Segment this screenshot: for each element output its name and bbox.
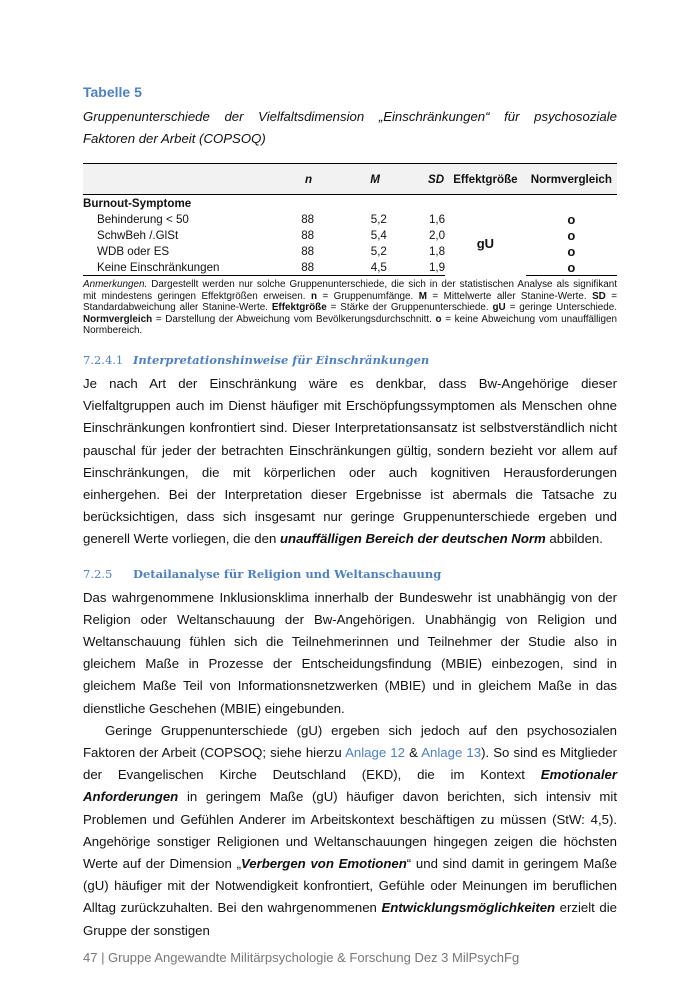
results-table bbox=[83, 163, 617, 276]
table-row bbox=[83, 211, 617, 227]
header-m: M bbox=[314, 164, 387, 195]
notes-text: = Darstellung der Abweichung vom Bevölkerungsdurchschnitt. bbox=[152, 313, 436, 325]
row-m: 5,4 bbox=[370, 228, 387, 242]
row-m: 5,2 bbox=[370, 244, 387, 258]
section-heading-7-2-4-1 bbox=[83, 353, 617, 367]
notes-key-gu: gU bbox=[492, 302, 506, 314]
notes-key-sd: SD bbox=[592, 290, 606, 302]
row-m: 5,2 bbox=[370, 212, 387, 226]
emphasis-text: Entwicklungsmöglichkeiten bbox=[381, 900, 556, 916]
notes-key-o: o bbox=[435, 313, 442, 325]
row-n: 88 bbox=[301, 212, 315, 226]
row-sd: 1,9 bbox=[387, 259, 445, 276]
row-n: 88 bbox=[301, 228, 315, 242]
link-anlage-12[interactable]: Anlage 12 bbox=[345, 745, 405, 761]
header-label bbox=[83, 164, 274, 195]
row-sd: 1,6 bbox=[428, 212, 446, 226]
group-row bbox=[83, 195, 617, 212]
row-label: Keine Einschränkungen bbox=[83, 259, 274, 276]
emphasis-text: Emotionaler Anforderungen bbox=[83, 767, 617, 805]
table-header-row bbox=[83, 164, 617, 195]
paragraph-text: in geringem Maße (gU) häufiger davon berichten, sich intensiv mit Problemen und Gefühlen Anderer im Arbeitskontext beschäftigen zu müssen (StW: 4,5). Angehörige sonstiger Religionen und Weltanschauungen hingegen zeigen die höchsten Werte auf der Dimension „ bbox=[83, 789, 617, 872]
page-footer: 47 | Gruppe Angewandte Militärpsychologie & Forschung Dez 3 MilPsychFg bbox=[83, 950, 520, 965]
row-label: SchwBeh /.GlSt bbox=[97, 228, 179, 242]
paragraph-text: abbilden. bbox=[545, 531, 603, 547]
section-number: 7.2.5 bbox=[83, 566, 113, 581]
section-number: 7.2.4.1 bbox=[83, 352, 124, 367]
notes-label: Anmerkungen. bbox=[83, 279, 148, 290]
notes-key-n: n bbox=[310, 290, 318, 302]
table-row bbox=[83, 243, 617, 259]
paragraph-text: “ und sind damit in geringem Maße (gU) häufiger mit der Notwendigkeit konfrontiert, Gefühle oder Meinungen im beruflichen Alltag zurückzuhalten. Bei den wahrgenommenen bbox=[83, 856, 617, 916]
header-sd: SD bbox=[387, 164, 445, 195]
row-label: Behinderung < 50 bbox=[97, 212, 189, 226]
section-heading-7-2-5 bbox=[83, 567, 617, 581]
paragraph-interpretation bbox=[83, 373, 617, 551]
paragraph-text: Je nach Art der Einschränkung wäre es denkbar, dass Bw-Angehörige dieser Vielfaltgruppen auch im Dienst häufiger mit Erschöpfungssymptomen als Menschen ohne Einschränkungen konfrontiert sind. Dieser Interpretationsansatz ist selbstverständlich nicht pauschal für jeder der betrachten Einschränkungen gültig, sondern bezieht vor allem auf Einschränkungen, die mit körperlichen oder auch kognitiven Herausforderungen einhergehen. Bei der Interpretation dieser Ergebnisse ist abermals die Tatsache zu berücksichtigen, dass sich insgesamt nur geringe Gruppenunterschiede ergeben und generell Werte vorliegen, die den bbox=[83, 375, 617, 547]
table-row bbox=[83, 227, 617, 243]
table-caption: Gruppenunterschiede der Vielfaltsdimension „Einschränkungen“ für psychosoziale Faktoren der Arbeit (COPSOQ) bbox=[83, 109, 617, 146]
notes-text: = Gruppenumfänge. bbox=[317, 290, 419, 302]
notes-key-norm: Normvergleich bbox=[83, 313, 153, 325]
emphasis-text: unauffälligen Bereich der deutschen Norm bbox=[279, 531, 546, 547]
notes-key-effekt: Effektgröße bbox=[271, 302, 327, 314]
table-row bbox=[83, 259, 617, 276]
row-sd: 1,8 bbox=[428, 244, 446, 258]
link-anlage-13[interactable]: Anlage 13 bbox=[421, 745, 482, 761]
row-norm: o bbox=[567, 227, 576, 243]
row-n: 88 bbox=[301, 244, 315, 258]
table-title: Tabelle 5 bbox=[83, 84, 142, 100]
paragraph-text: ). So sind es Mitglieder der Evangelischen Kirche Deutschland (EKD), die im Kontext bbox=[83, 745, 617, 783]
header-effekt: Effektgröße bbox=[445, 164, 526, 195]
notes-key-m: M bbox=[418, 290, 427, 302]
notes-text: = Standardabweichung aller Stanine-Werte. bbox=[83, 290, 617, 314]
notes-text: = Mittelwerte aller Stanine-Werte. bbox=[426, 290, 593, 302]
notes-text: = keine Abweichung vom unauffälligen Normbereich. bbox=[83, 313, 617, 337]
row-label: WDB oder ES bbox=[97, 244, 170, 258]
notes-text: = geringe Unterschiede. bbox=[505, 302, 618, 314]
paragraph-text: erzielt die Gruppe der sonstigen bbox=[83, 900, 617, 938]
row-n: 88 bbox=[274, 259, 314, 276]
notes-text: = Stärke der Gruppenunterschiede. bbox=[326, 302, 493, 314]
header-n: n bbox=[274, 164, 314, 195]
paragraph-religion-2 bbox=[83, 720, 617, 942]
section-title: Detailanalyse für Religion und Weltanschauung bbox=[133, 566, 442, 581]
emphasis-text: Verbergen von Emotionen bbox=[240, 856, 407, 872]
row-norm: o bbox=[526, 259, 617, 276]
effect-size-value: gU bbox=[476, 235, 495, 251]
section-title: Interpretationshinweise für Einschränkungen bbox=[133, 352, 430, 367]
group-label: Burnout-Symptome bbox=[83, 196, 192, 210]
row-norm: o bbox=[567, 243, 576, 259]
row-sd: 2,0 bbox=[428, 228, 446, 242]
paragraph-text: Geringe Gruppenunterschiede (gU) ergeben sich jedoch auf den psychosozialen Faktoren der Arbeit (COPSOQ; siehe hierzu bbox=[83, 722, 617, 761]
paragraph-religion-1: Das wahrgenommene Inklusionsklima innerhalb der Bundeswehr ist unabhängig von der Religion oder Weltanschauung der Bw-Angehörigen. Unabhängig von Religion und Weltanschauung fühlen sich die Teilnehmerinnen und Teilnehmer der Studie also in gleichem Maße in Prozesse der Entscheidungsfindung (MBIE) einbezogen, sind in gleichem Maße Teil von Informationsnetzwerken (MBIE) und in gleichem Maße in das dienstliche Geschehen (MBIE) eingebunden. bbox=[83, 589, 617, 716]
row-m: 4,5 bbox=[314, 259, 387, 276]
page-content bbox=[83, 84, 617, 942]
header-norm: Normvergleich bbox=[526, 164, 617, 195]
row-norm: o bbox=[567, 211, 576, 227]
paragraph-text: & bbox=[404, 745, 422, 761]
table-notes bbox=[83, 279, 617, 337]
notes-text: Dargestellt werden nur solche Gruppenunterschiede, die sich in der statistischen Analyse als signifikant mit mindestens geringen Effektgrößen erweisen. bbox=[83, 279, 617, 302]
